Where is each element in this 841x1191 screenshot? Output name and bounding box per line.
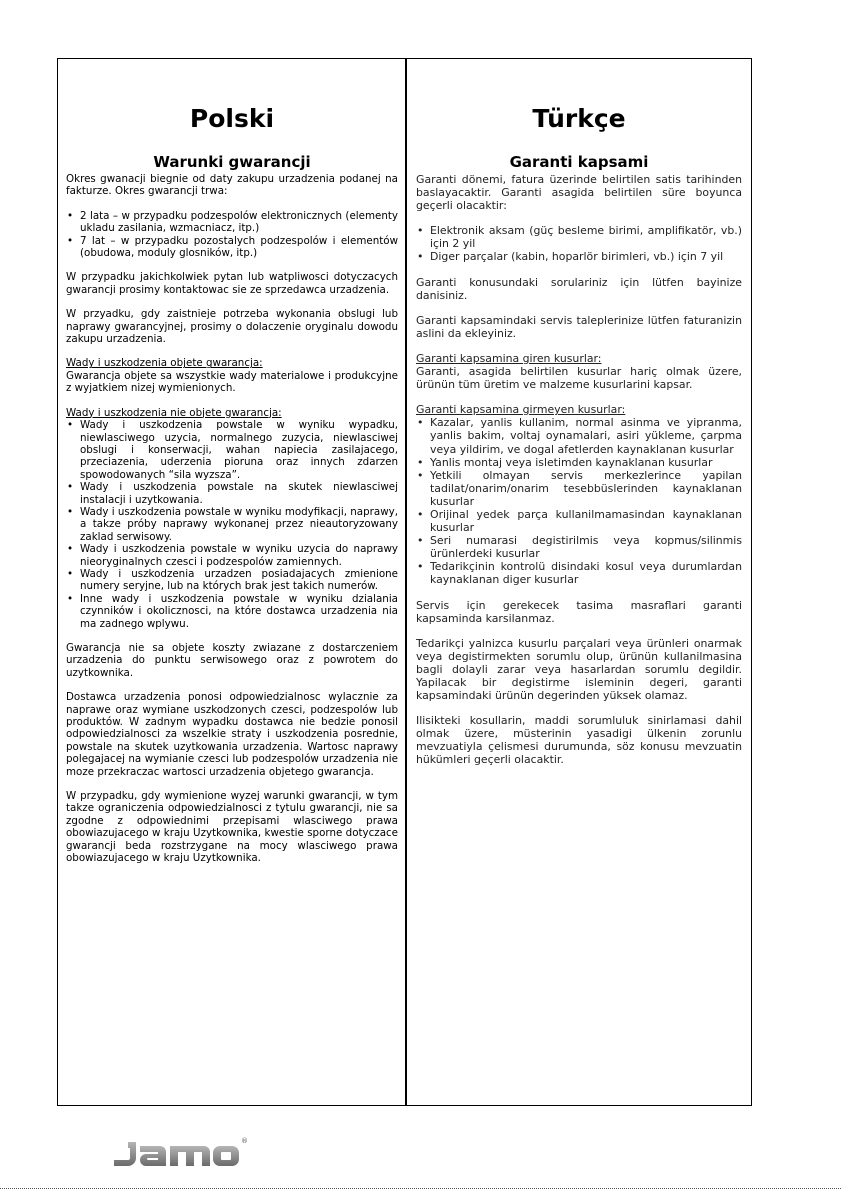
turkish-covered-text: Garanti, asagida belirtilen kusurlar hariç olmak üzere, ürünün tüm üretim ve malzeme kusurlarini kapsar.: [416, 365, 742, 392]
list-item: • 2 lata – w przypadku podzespolów elektronicznych (elementy ukladu zasilania, wzmacniacz, itp.): [66, 210, 398, 235]
list-item: • 7 lat – w przypadku pozostalych podzespolów i elementów (obudowa, moduly glosników, itp.): [66, 235, 398, 260]
turkish-contact: Garanti konusundaki sorulariniz için lütfen bayinize danisiniz.: [416, 275, 742, 302]
list-item: • Wady i uszkodzenia powstale w wyniku wypadku, niewlasciwego uzycia, normalnego zuzycia, niewlasciwej obslugi i konserwacji, wahan napiecia zasilajacego, przeciazenia, uderzenia pioruna oraz innych zdarzen spowodowanych “sila wyzsza”.: [66, 419, 398, 481]
list-item: • Wady i uszkodzenia powstale na skutek niewlasciwej instalacji i uzytkowania.: [66, 481, 398, 506]
list-item: • Wady i uszkodzenia urzadzen posiadajacych zmienione numery seryjne, lub na których brak jest takich numerów.: [66, 568, 398, 593]
registered-mark: ®: [241, 1137, 248, 1145]
list-item: • Elektronik aksam (güç besleme birimi, amplifikatör, vb.) için 2 yil: [416, 224, 742, 250]
polish-covered-heading: Wady i uszkodzenia objete gwarancja:: [66, 357, 263, 370]
bottom-rule: [0, 1188, 841, 1189]
polish-proof: W przyadku, gdy zaistnieje potrzeba wykonania obslugi lub naprawy gwarancyjnej, prosimy o dolaczenie oryginalu dowodu zakupu urzadzenia.: [66, 308, 398, 346]
polish-not-covered-list: [66, 419, 398, 630]
list-item: • Wady i uszkodzenia powstale w wyniku modyfikacji, naprawy, a takze próby naprawy wykonanej przez nieautoryzowany zaklad serwisowy.: [66, 506, 398, 543]
turkish-not-covered-list: [416, 416, 742, 586]
turkish-title: Türkçe: [532, 104, 626, 133]
polish-liability: Dostawca urzadzenia ponosi odpowiedzialnosc wylacznie za naprawe oraz wymiane uszkodzonych czesci, podzespolów lub produktów. W zadnym wypadku dostawca nie bedzie ponosil odpowiedzialnosci za wszelkie straty i uszkodzenia posrednie, powstale na skutek uzytkowania urzadzenia. Wartosc naprawy polegajacej na wymianie czesci lub podzespolów urzadzenia nie moze przekraczac wartosci urzadzenia objetego gwarancja.: [66, 691, 398, 778]
turkish-covered-heading: Garanti kapsamina giren kusurlar:: [416, 351, 602, 365]
list-item: • Yetkili olmayan servis merkezlerince yapilan tadilat/onarim/onarim tesebbüslerinden kaynaklanan kusurlar: [416, 469, 742, 508]
list-item: • Tedarikçinin kontrolü disindaki kosul veya durumlardan kaynaklanan diger kusurlar: [416, 560, 742, 586]
column-divider: [405, 58, 407, 1106]
list-item: • Inne wady i uszkodzenia powstale w wyniku dzialania czynników i okolicznosci, na które dostawca urzadzenia nia ma zadnego wplywu.: [66, 593, 398, 630]
polish-law: W przypadku, gdy wymienione wyzej warunki gwarancji, w tym takze ograniczenia odpowiedzialnosci z tytulu gwarancji, nie sa zgodne z odpowiednimi przepisami wlasciwego prawa obowiazujacego w kraju Uzytkownika, kwestie sporne dotyczace gwarancji beda rozstrzygane na mocy wlasciwego prawa obowiazujacego w kraju Uzytkownika.: [66, 790, 398, 865]
polish-transport: Gwarancja nie sa objete koszty zwiazane z dostarczeniem urzadzenia do punktu serwisowego oraz z powrotem do uzytkownika.: [66, 642, 398, 679]
list-item: • Orijinal yedek parça kullanilmamasindan kaynaklanan kusurlar: [416, 508, 742, 534]
polish-intro: Okres gwanacji biegnie od daty zakupu urzadzenia podanej na fakturze. Okres gwarancji trwa:: [66, 173, 398, 198]
list-item: • Diger parçalar (kabin, hoparlör birimleri, vb.) için 7 yil: [416, 250, 742, 263]
polish-not-covered-heading: Wady i uszkodzenia nie objete gwarancja:: [66, 406, 282, 419]
turkish-not-covered-heading: Garanti kapsamina girmeyen kusurlar:: [416, 403, 626, 417]
list-item: • Kazalar, yanlis kullanim, normal asinma ve yipranma, yanlis bakim, voltaj oynamalari, asiri yükleme, çarpma veya yildirim, ve dogal afetlerden kaynaklanan kusurlar: [416, 416, 742, 455]
polish-title: Polski: [189, 104, 275, 133]
jamo-logo: [108, 1132, 248, 1168]
polish-periods: [66, 210, 398, 260]
turkish-heading: Garanti kapsami: [509, 153, 649, 171]
polish-contact: W przypadku jakichkolwiek pytan lub watpliwosci dotyczacych gwarancji prosimy kontaktowac sie ze sprzedawca urzadzenia.: [66, 271, 398, 296]
turkish-transport: Servis için gerekecek tasima masraflari garanti kapsaminda karsilanmaz.: [416, 598, 742, 625]
polish-heading: Warunki gwarancji: [153, 153, 311, 171]
turkish-periods: [416, 224, 742, 263]
list-item: • Yanlis montaj veya isletimden kaynaklanan kusurlar: [416, 456, 742, 469]
turkish-column: [416, 58, 742, 779]
turkish-liability: Tedarikçi yalnizca kusurlu parçalari veya ürünleri onarmak veya degistirmekten sorumlu olup, ürünün kullanilmasina bagli dolayli zarar veya hasarlardan sorumlu degildir. Yapilacak bir degistirme isleminin degeri, garanti kapsamindaki ürünün degerinden yüksek olamaz.: [416, 636, 742, 703]
polish-column: [66, 58, 398, 877]
polish-covered-text: Gwarancja objete sa wszystkie wady materialowe i produkcyjne z wyjatkiem nizej wymienionych.: [66, 369, 398, 395]
list-item: • Wady i uszkodzenia powstale w wyniku uzycia do naprawy nieoryginalnych czesci i podzespolów zamiennych.: [66, 543, 398, 568]
turkish-intro: Garanti dönemi, fatura üzerinde belirtilen satis tarihinden baslayacaktir. Garanti asagida belirtilen süre boyunca geçerli olacaktir:: [416, 173, 742, 213]
turkish-proof: Garanti kapsamindaki servis taleplerinize lütfen faturanizin aslini da ekleyiniz.: [416, 313, 742, 340]
turkish-law: Ilisikteki kosullarin, maddi sorumluluk sinirlamasi dahil olmak üzere, müsterinin yasadigi ülkenin zorunlu mevzuatiyla çelismesi durumunda, söz konusu mevzuatin hükümleri geçerli olacaktir.: [416, 714, 742, 767]
list-item: • Seri numarasi degistirilmis veya kopmus/silinmis ürünlerdeki kusurlar: [416, 534, 742, 560]
